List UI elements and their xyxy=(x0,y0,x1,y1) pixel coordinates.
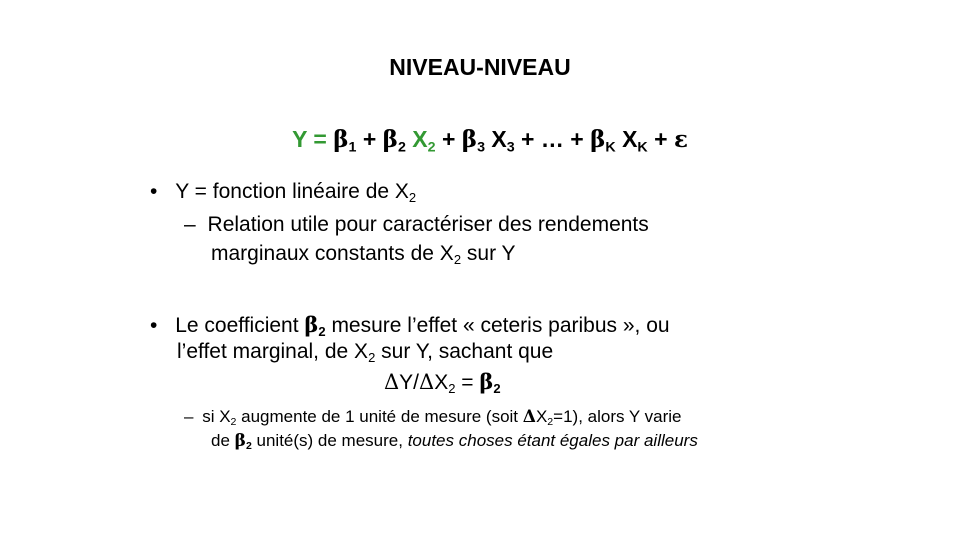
subitem-line-2a: marginaux constants de X xyxy=(211,242,454,265)
eq-betaK: β xyxy=(590,126,606,153)
ratio-x-sub: 2 xyxy=(448,380,456,396)
note1-b: augmente de 1 unité de mesure (soit xyxy=(236,407,523,426)
eq-xK: X xyxy=(622,126,638,152)
eq-beta3: β xyxy=(461,126,478,153)
note2-italic: toutes choses étant égales par ailleurs xyxy=(407,431,698,450)
beta-sub: 2 xyxy=(245,440,252,453)
model-equation xyxy=(0,126,960,156)
eq-dots: … xyxy=(540,126,564,152)
bullet-1 xyxy=(150,180,416,204)
ratio-x: X xyxy=(434,371,449,394)
subitem-line-2b: sur Y xyxy=(461,242,516,265)
eq-beta1: β xyxy=(333,126,349,153)
bullet-2 xyxy=(150,312,670,338)
beta-sub: 2 xyxy=(318,323,326,339)
note1-c: X xyxy=(535,407,548,426)
bullet-1-subitem-cont xyxy=(211,242,516,266)
eq-y: Y xyxy=(292,126,308,152)
note-line-1 xyxy=(184,407,682,427)
bullet-2-line2-sub: 2 xyxy=(368,349,376,365)
bullet-1-subitem xyxy=(184,213,649,237)
eq-plus4: + xyxy=(563,126,591,152)
eq-subK: K xyxy=(605,139,616,156)
bullet-marker: • xyxy=(150,314,158,337)
bullet-2-line2-b: sur Y, sachant que xyxy=(375,340,554,363)
beta-symbol: β xyxy=(479,369,494,394)
ratio-eq: = xyxy=(455,371,480,394)
beta-symbol: β xyxy=(234,431,246,451)
note1-sub2: 2 xyxy=(547,416,554,429)
note-line-2 xyxy=(211,431,698,451)
eq-sub3: 3 xyxy=(477,139,485,156)
note1-d: =1), alors Y varie xyxy=(553,407,682,426)
eq-epsilon: ε xyxy=(673,126,688,153)
bullet-2-text-b: mesure l’effet « ceteris paribus », ou xyxy=(325,314,670,337)
eq-xK-sub: K xyxy=(637,139,648,156)
eq-beta2: β xyxy=(382,126,398,153)
beta-sub: 2 xyxy=(493,380,501,396)
bullet-1-text: Y = fonction linéaire de X xyxy=(175,180,409,203)
eq-x2-sub: 2 xyxy=(427,139,436,156)
note1-a: si X xyxy=(202,407,231,426)
bullet-2-cont xyxy=(177,340,553,364)
eq-x2: X xyxy=(412,126,428,152)
subitem-line-1: Relation utile pour caractériser des rendements xyxy=(207,213,649,236)
slide-title: NIVEAU-NIVEAU xyxy=(389,54,571,80)
eq-plus3: + xyxy=(514,126,541,152)
beta-symbol: β xyxy=(304,312,319,337)
delta-symbol: Δ xyxy=(419,370,435,394)
delta-symbol: Δ xyxy=(384,370,400,394)
ratio-formula xyxy=(384,369,501,395)
eq-x3: X xyxy=(491,126,507,152)
dash-marker: – xyxy=(184,407,194,426)
bullet-2-text-a: Le coefficient xyxy=(175,314,305,337)
dash-marker: – xyxy=(184,213,196,236)
eq-x3-sub: 3 xyxy=(506,139,515,156)
note1-sub: 2 xyxy=(230,416,237,429)
subitem-line-2-sub: 2 xyxy=(453,251,462,267)
delta-symbol: Δ xyxy=(522,407,536,427)
bullet-1-sub: 2 xyxy=(408,189,417,205)
eq-plus1: + xyxy=(356,126,383,152)
bullet-2-line2-a: l’effet marginal, de X xyxy=(177,340,369,363)
note2-b: unité(s) de mesure, xyxy=(251,431,408,450)
ratio-y: Y/ xyxy=(399,371,420,394)
eq-sub1: 1 xyxy=(348,139,357,156)
eq-plus5: + xyxy=(647,126,674,152)
bullet-marker: • xyxy=(150,180,158,203)
eq-equals: = xyxy=(307,126,334,152)
eq-sub2: 2 xyxy=(397,139,406,156)
note2-a: de xyxy=(211,431,235,450)
eq-plus2: + xyxy=(435,126,462,152)
